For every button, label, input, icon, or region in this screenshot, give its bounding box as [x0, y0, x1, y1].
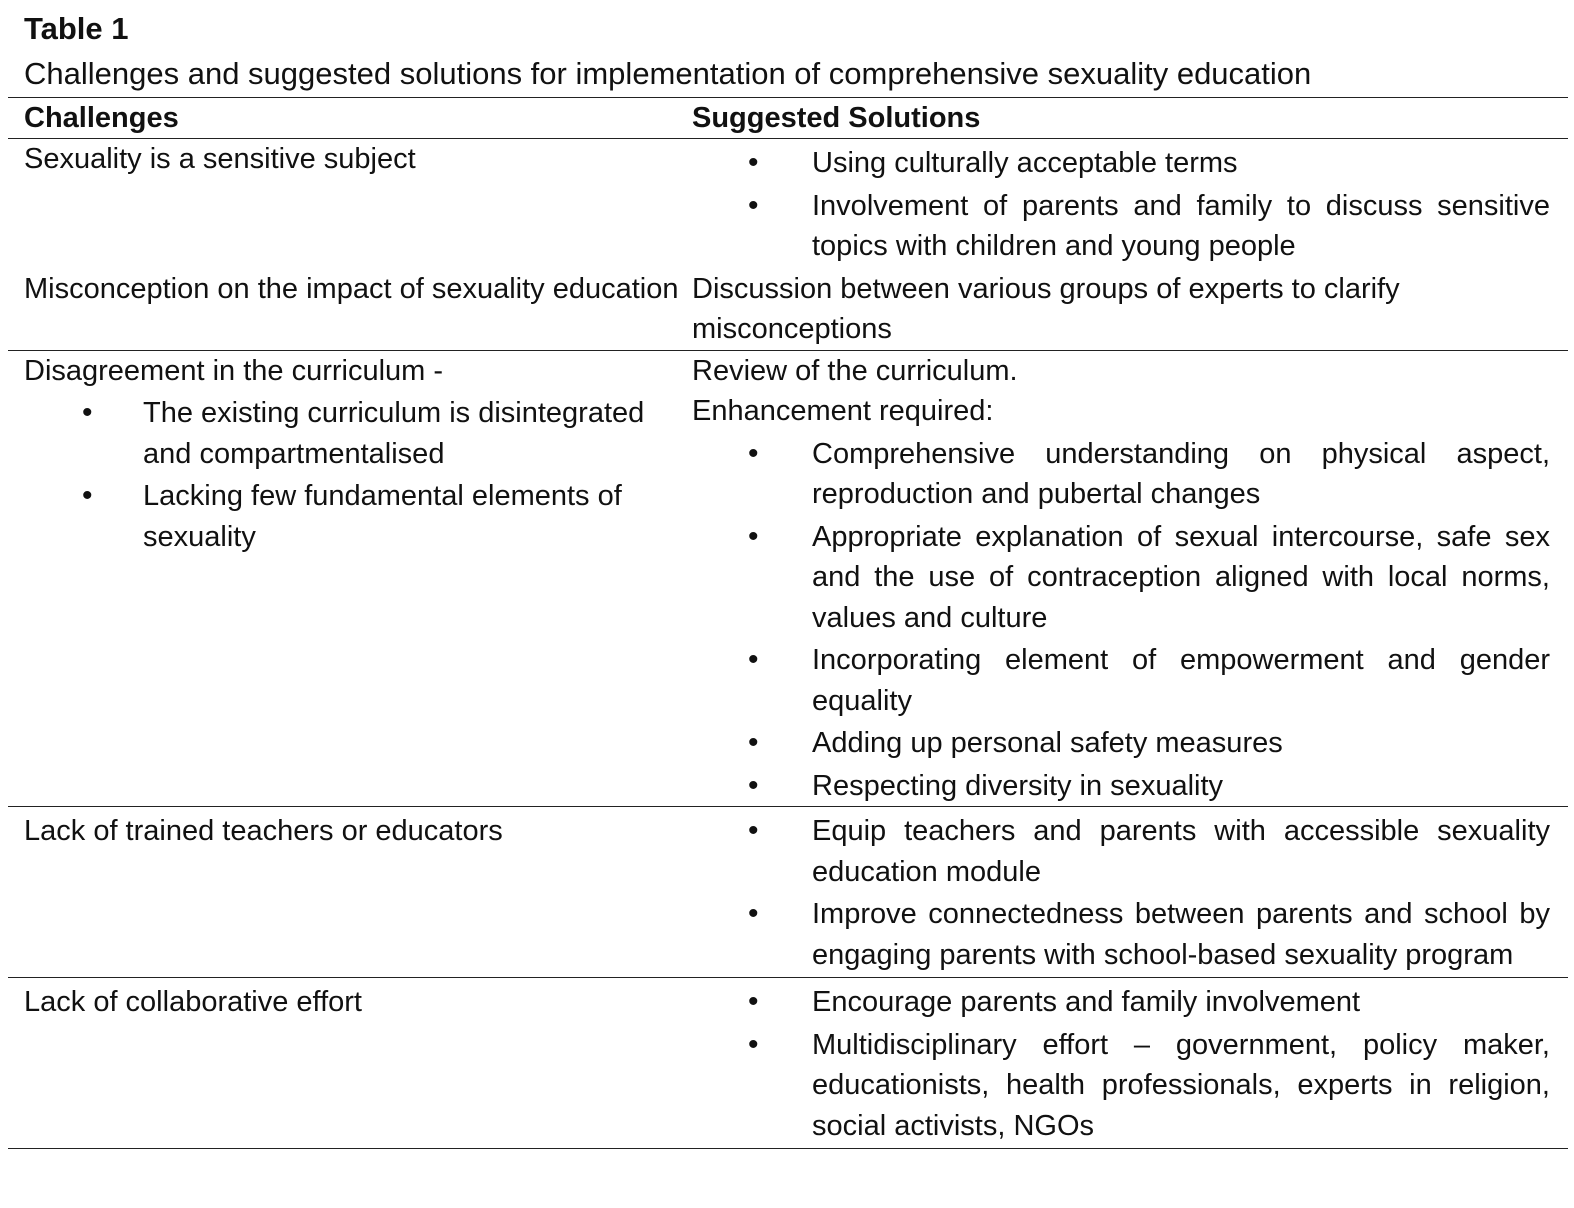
challenge-text: Disagreement in the curriculum - [24, 354, 444, 387]
solution-line: Review of the curriculum. [692, 354, 1018, 387]
challenge-item: • Lacking few fundamental elements of sexuality [24, 476, 692, 557]
solution-item: • Using culturally acceptable terms [692, 143, 1550, 184]
solution-item: • Improve connectedness between parents and school by engaging parents with school-based sexuality program [692, 894, 1550, 975]
challenge-cell: Lack of collaborative effort [8, 978, 692, 1149]
table-container [8, 97, 1568, 1149]
challenge-cell: Misconception on the impact of sexuality education [8, 269, 692, 351]
solution-item: • Involvement of parents and family to discuss sensitive topics with children and young people [692, 186, 1550, 267]
solution-cell [692, 807, 1568, 978]
solution-item: • Equip teachers and parents with accessible sexuality education module [692, 811, 1550, 892]
header-suggested-solutions: Suggested Solutions [692, 98, 1568, 139]
solution-item: • Encourage parents and family involvement [692, 982, 1550, 1023]
solution-line: Enhancement required: [692, 395, 994, 427]
table-row [8, 269, 1568, 351]
table-row [8, 139, 1568, 269]
table-row [8, 807, 1568, 978]
solution-item: • Comprehensive understanding on physical aspect, reproduction and pubertal changes [692, 434, 1550, 515]
challenge-cell: Sexuality is a sensitive subject [24, 143, 416, 175]
solution-item: • Adding up personal safety measures [692, 723, 1550, 764]
solution-cell [692, 350, 1568, 807]
solution-cell [692, 139, 1568, 269]
solution-item: • Multidisciplinary effort – government, policy maker, educationists, health professionals, experts in religion, social activists, NGOs [692, 1025, 1550, 1147]
challenge-item: • The existing curriculum is disintegrated and compartmentalised [24, 393, 692, 474]
table-header-row [8, 98, 1568, 139]
solution-list [692, 143, 1550, 267]
solution-cell [692, 978, 1568, 1149]
solution-list [692, 811, 1550, 975]
solution-item: • Respecting diversity in sexuality [692, 766, 1550, 807]
solution-list [692, 982, 1550, 1146]
challenge-cell [8, 350, 692, 807]
table-row [8, 978, 1568, 1149]
challenge-cell: Lack of trained teachers or educators [8, 807, 692, 978]
header-challenges: Challenges [8, 98, 692, 139]
solution-item: • Incorporating element of empowerment and gender equality [692, 640, 1550, 721]
solution-cell: Discussion between various groups of experts to clarify misconceptions [692, 269, 1568, 351]
solution-list [692, 434, 1550, 807]
solution-item: • Appropriate explanation of sexual intercourse, safe sex and the use of contraception aligned with local norms, values and culture [692, 517, 1550, 639]
challenge-list [24, 393, 692, 557]
challenges-solutions-table [8, 97, 1568, 1149]
table-label: Table 1 [24, 11, 129, 46]
table-title: Challenges and suggested solutions for implementation of comprehensive sexuality education [24, 56, 1312, 91]
table-row [8, 350, 1568, 807]
